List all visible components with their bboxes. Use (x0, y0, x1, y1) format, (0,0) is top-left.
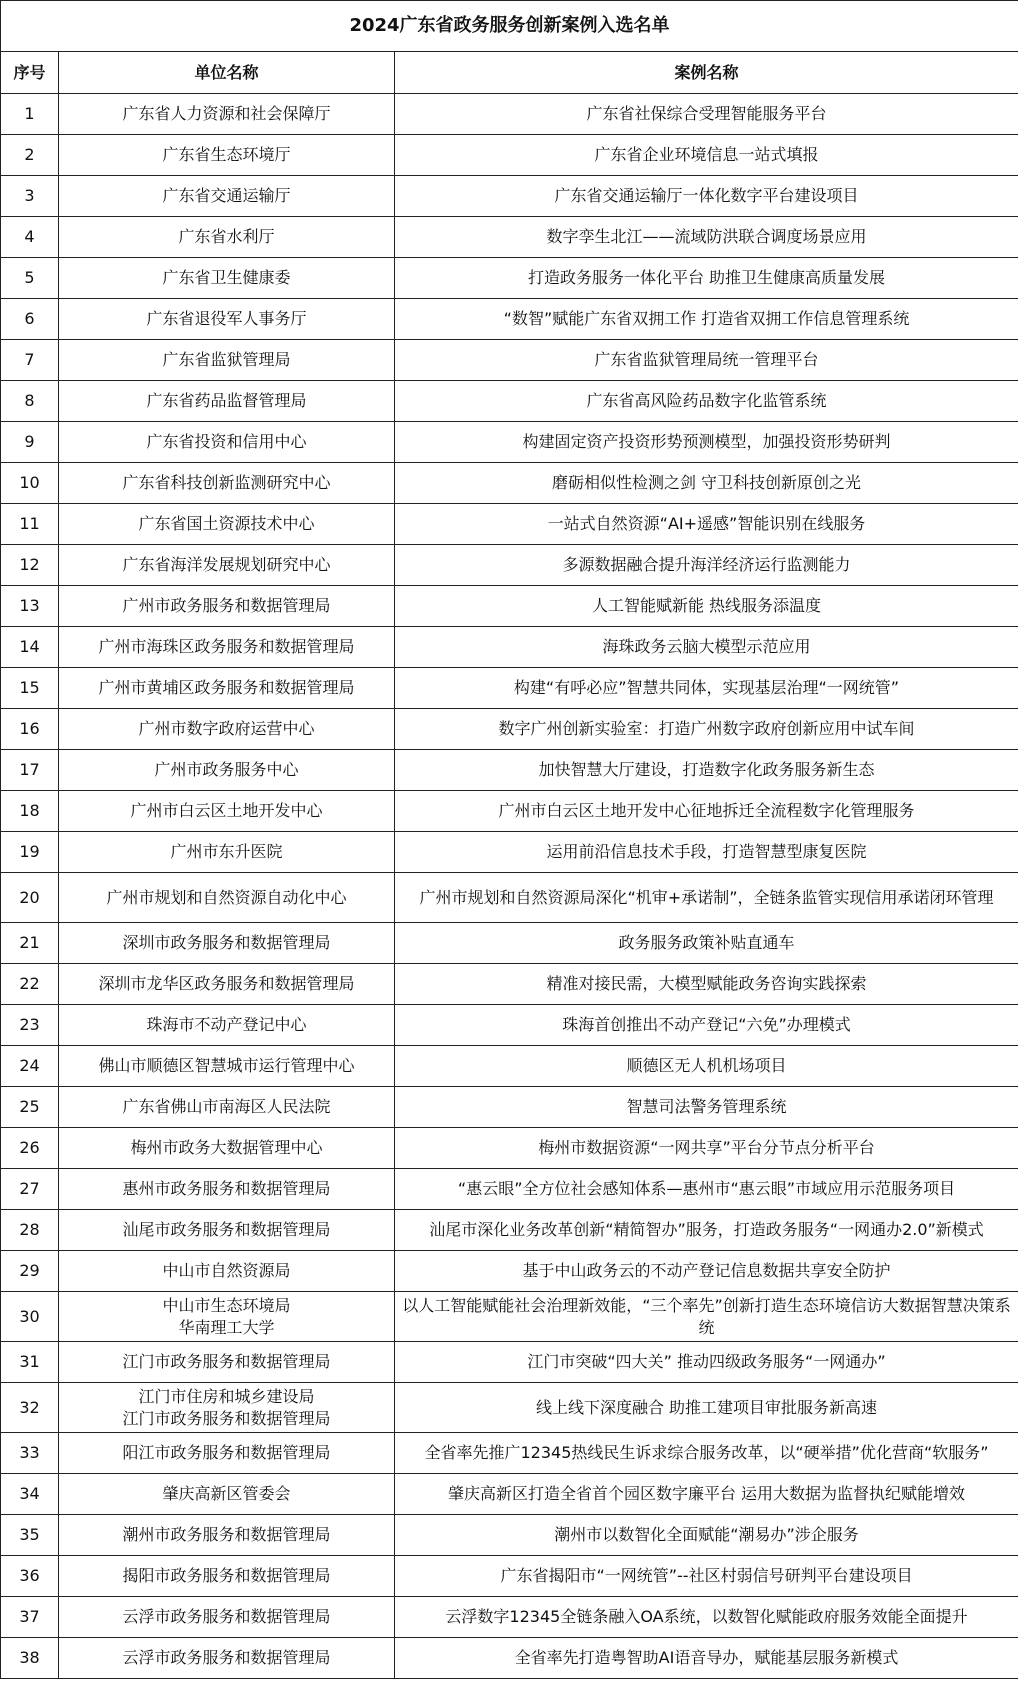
cell-no-text: 25 (19, 1097, 40, 1116)
table-row (1, 586, 1018, 627)
table-row (1, 94, 1018, 135)
cell-case (395, 1251, 1018, 1292)
cell-case (395, 1638, 1018, 1679)
table-row (1, 791, 1018, 832)
cell-unit-text: 广东省海洋发展规划研究中心 (122, 555, 331, 574)
cell-case-text: 顺德区无人机机场项目 (626, 1056, 787, 1075)
cell-case-text: 一站式自然资源“AI+遥感”智能识别在线服务 (547, 514, 866, 533)
cell-no-text: 6 (24, 309, 35, 328)
cell-case-text: 广州市规划和自然资源局深化“机审+承诺制”，全链条监管实现信用承诺闭环管理 (419, 887, 994, 907)
cell-unit-text: 梅州市政务大数据管理中心 (130, 1138, 323, 1157)
cell-case-text: 全省率先打造粤智助AI语音导办，赋能基层服务新模式 (514, 1648, 899, 1667)
cell-case (395, 1383, 1018, 1433)
table-row (1, 1210, 1018, 1251)
table-body (1, 94, 1018, 1679)
cell-no (1, 750, 59, 791)
cell-no-text: 15 (19, 678, 40, 697)
cell-unit-text: 惠州市政务服务和数据管理局 (122, 1179, 331, 1198)
cell-case (395, 586, 1018, 627)
table-row (1, 258, 1018, 299)
table-row (1, 750, 1018, 791)
cell-unit-text: 云浮市政务服务和数据管理局 (122, 1607, 331, 1626)
cell-unit-text: 潮州市政务服务和数据管理局 (122, 1525, 331, 1544)
cell-case (395, 1128, 1018, 1169)
cell-case-text: 多源数据融合提升海洋经济运行监测能力 (562, 555, 851, 574)
cell-unit (59, 258, 395, 299)
table-row (1, 217, 1018, 258)
table-row (1, 923, 1018, 964)
cell-case-text: 构建“有呼必应”智慧共同体，实现基层治理“一网统管” (513, 678, 900, 697)
cell-unit (59, 1087, 395, 1128)
table-row (1, 832, 1018, 873)
cell-unit-text: 中山市自然资源局 (162, 1261, 291, 1280)
cell-unit (59, 1638, 395, 1679)
cell-case-text: 运用前沿信息技术手段，打造智慧型康复医院 (546, 842, 867, 861)
cell-case (395, 627, 1018, 668)
cell-unit (59, 422, 395, 463)
cell-unit-text: 阳江市政务服务和数据管理局 (122, 1443, 331, 1462)
cell-case (395, 750, 1018, 791)
cell-unit-text: 广东省生态环境厅 (162, 145, 291, 164)
cell-no (1, 668, 59, 709)
cell-case-text: 基于中山政务云的不动产登记信息数据共享安全防护 (522, 1261, 891, 1280)
cell-unit (59, 1474, 395, 1515)
cell-unit (59, 627, 395, 668)
cell-case (395, 135, 1018, 176)
table-row (1, 463, 1018, 504)
table-row (1, 709, 1018, 750)
cell-unit (59, 1251, 395, 1292)
cell-unit-text: 广州市数字政府运营中心 (138, 719, 315, 738)
cell-unit (59, 586, 395, 627)
table-row (1, 135, 1018, 176)
cell-case-text: 政务服务政策补贴直通车 (618, 933, 795, 952)
cell-case (395, 94, 1018, 135)
cell-unit (59, 381, 395, 422)
cell-unit-text: 珠海市不动产登记中心 (146, 1015, 307, 1034)
table-row (1, 1433, 1018, 1474)
cell-no (1, 340, 59, 381)
cell-no-text: 17 (19, 760, 40, 779)
cell-case-text: 珠海首创推出不动产登记“六免”办理模式 (562, 1015, 851, 1034)
cell-unit (59, 135, 395, 176)
cell-case (395, 299, 1018, 340)
cell-no-text: 32 (19, 1397, 40, 1417)
cell-no-text: 14 (19, 637, 40, 656)
table-row (1, 1169, 1018, 1210)
cell-no (1, 217, 59, 258)
cell-case (395, 1210, 1018, 1251)
cell-unit (59, 668, 395, 709)
cell-case (395, 1515, 1018, 1556)
cell-no-text: 10 (19, 473, 40, 492)
cell-no (1, 1005, 59, 1046)
cell-unit-text: 广东省卫生健康委 (162, 268, 291, 287)
cell-unit-text: 广东省水利厅 (178, 227, 275, 246)
cell-case (395, 668, 1018, 709)
cell-no-text: 8 (24, 391, 35, 410)
cell-unit (59, 1128, 395, 1169)
cell-unit (59, 1597, 395, 1638)
table-row (1, 668, 1018, 709)
cell-unit-text: 江门市住房和城乡建设局 江门市政务服务和数据管理局 (122, 1386, 331, 1428)
cell-no (1, 923, 59, 964)
cell-case (395, 1005, 1018, 1046)
cell-no (1, 1210, 59, 1251)
cell-unit (59, 504, 395, 545)
cell-unit (59, 832, 395, 873)
cell-no-text: 9 (24, 432, 35, 451)
cell-unit-text: 广州市东升医院 (170, 842, 283, 861)
table-row (1, 176, 1018, 217)
cell-no (1, 94, 59, 135)
cell-case-text: 汕尾市深化业务改革创新“精简智办”服务，打造政务服务“一网通办2.0”新模式 (429, 1220, 984, 1239)
table-row (1, 1515, 1018, 1556)
cell-case-text: 磨砺相似性检测之剑 守卫科技创新原创之光 (551, 473, 862, 492)
table-row (1, 381, 1018, 422)
cell-unit (59, 1210, 395, 1251)
cell-unit-text: 广东省交通运输厅 (162, 186, 291, 205)
table-row (1, 873, 1018, 923)
table-row (1, 340, 1018, 381)
header-no: 序号 (1, 52, 59, 94)
cell-unit-text: 深圳市政务服务和数据管理局 (122, 933, 331, 952)
cell-no-text: 11 (19, 514, 40, 533)
cell-no (1, 627, 59, 668)
cell-no (1, 964, 59, 1005)
cell-unit-text: 江门市政务服务和数据管理局 (122, 1352, 331, 1371)
cell-no (1, 504, 59, 545)
cell-no (1, 1515, 59, 1556)
cell-no (1, 422, 59, 463)
cell-no (1, 1638, 59, 1679)
cell-unit (59, 1046, 395, 1087)
cell-case (395, 340, 1018, 381)
cell-no-text: 27 (19, 1179, 40, 1198)
cell-no-text: 5 (24, 268, 35, 287)
cell-no (1, 1292, 59, 1342)
cell-no-text: 13 (19, 596, 40, 615)
table-row (1, 1005, 1018, 1046)
cell-unit (59, 1292, 395, 1342)
cell-no-text: 30 (19, 1306, 40, 1326)
cell-unit-text: 广州市政务服务和数据管理局 (122, 596, 331, 615)
cell-no-text: 12 (19, 555, 40, 574)
cell-case-text: 肇庆高新区打造全省首个园区数字廉平台 运用大数据为监督执纪赋能增效 (447, 1484, 966, 1503)
cell-unit-text: 广东省监狱管理局 (162, 350, 291, 369)
cell-unit (59, 1556, 395, 1597)
cell-no (1, 463, 59, 504)
cell-no-text: 2 (24, 145, 35, 164)
cell-unit (59, 340, 395, 381)
cell-unit-text: 佛山市顺德区智慧城市运行管理中心 (98, 1056, 355, 1075)
cell-no (1, 832, 59, 873)
cell-case (395, 1433, 1018, 1474)
cell-no (1, 258, 59, 299)
cell-case-text: 以人工智能赋能社会治理新效能，“三个率先”创新打造生态环境信访大数据智慧决策系统 (402, 1295, 1011, 1337)
cell-unit-text: 广州市海珠区政务服务和数据管理局 (98, 637, 355, 656)
cell-case (395, 463, 1018, 504)
cell-case-text: 智慧司法警务管理系统 (626, 1097, 787, 1116)
cell-case-text: 广东省交通运输厅一体化数字平台建设项目 (554, 186, 859, 205)
cell-case-text: 数字广州创新实验室：打造广州数字政府创新应用中试车间 (498, 719, 915, 738)
cell-case-text: 江门市突破“四大关” 推动四级政务服务“一网通办” (527, 1352, 886, 1371)
cell-case-text: 数字孪生北江——流域防洪联合调度场景应用 (546, 227, 867, 246)
cell-no-text: 23 (19, 1015, 40, 1034)
cell-case-text: 线上线下深度融合 助推工建项目审批服务新高速 (535, 1397, 878, 1417)
table-title: 2024广东省政务服务创新案例入选名单 (1, 1, 1018, 52)
cell-no-text: 4 (24, 227, 35, 246)
cell-unit-text: 云浮市政务服务和数据管理局 (122, 1648, 331, 1667)
cell-case (395, 1342, 1018, 1383)
cell-case (395, 1597, 1018, 1638)
cell-no (1, 299, 59, 340)
cell-case (395, 832, 1018, 873)
cell-no (1, 1342, 59, 1383)
cell-unit (59, 1342, 395, 1383)
cell-unit (59, 217, 395, 258)
cell-case (395, 1046, 1018, 1087)
cell-no (1, 791, 59, 832)
cell-unit-text: 广东省投资和信用中心 (146, 432, 307, 451)
cell-no (1, 135, 59, 176)
table-row (1, 1383, 1018, 1433)
cell-no-text: 31 (19, 1352, 40, 1371)
cell-case (395, 791, 1018, 832)
table-row (1, 504, 1018, 545)
cell-no (1, 176, 59, 217)
table-row (1, 1046, 1018, 1087)
cell-no-text: 35 (19, 1525, 40, 1544)
cell-no (1, 1433, 59, 1474)
cell-case (395, 176, 1018, 217)
cell-unit (59, 791, 395, 832)
cell-unit-text: 深圳市龙华区政务服务和数据管理局 (98, 974, 355, 993)
cell-no-text: 26 (19, 1138, 40, 1157)
cell-case (395, 1474, 1018, 1515)
cell-no-text: 16 (19, 719, 40, 738)
cell-unit (59, 1515, 395, 1556)
cell-case (395, 381, 1018, 422)
table-row (1, 545, 1018, 586)
cell-case-text: 全省率先推广12345热线民生诉求综合服务改革，以“硬举措”优化营商“软服务” (424, 1443, 989, 1462)
cell-case-text: 广东省社保综合受理智能服务平台 (586, 104, 827, 123)
table-row (1, 1087, 1018, 1128)
cell-no-text: 36 (19, 1566, 40, 1585)
cell-case-text: 广东省揭阳市“一网统管”--社区村弱信号研判平台建设项目 (500, 1566, 913, 1585)
cell-case (395, 1292, 1018, 1342)
cell-unit (59, 873, 395, 923)
table-row (1, 1556, 1018, 1597)
cell-no (1, 1383, 59, 1433)
cell-case-text: 云浮数字12345全链条融入OA系统，以数智化赋能政府服务效能全面提升 (445, 1607, 968, 1626)
cell-no-text: 37 (19, 1607, 40, 1626)
cell-unit (59, 94, 395, 135)
cell-case-text: 精准对接民需，大模型赋能政务咨询实践探索 (546, 974, 867, 993)
cell-no-text: 28 (19, 1220, 40, 1239)
cell-no (1, 1128, 59, 1169)
cell-unit-text: 汕尾市政务服务和数据管理局 (122, 1220, 331, 1239)
cell-no (1, 1474, 59, 1515)
cell-no-text: 1 (24, 104, 35, 123)
cell-no-text: 22 (19, 974, 40, 993)
cell-case-text: 潮州市以数智化全面赋能“潮易办”涉企服务 (554, 1525, 859, 1544)
cell-unit-text: 广东省退役军人事务厅 (146, 309, 307, 328)
cell-case (395, 873, 1018, 923)
cell-no-text: 3 (24, 186, 35, 205)
cell-unit (59, 709, 395, 750)
table-row (1, 1128, 1018, 1169)
table-row (1, 627, 1018, 668)
cell-no (1, 1169, 59, 1210)
cell-case-text: 加快智慧大厅建设，打造数字化政务服务新生态 (538, 760, 875, 779)
cell-no (1, 586, 59, 627)
cell-case-text: 梅州市数据资源“一网共享”平台分节点分析平台 (538, 1138, 875, 1157)
cell-unit (59, 299, 395, 340)
table-row (1, 1474, 1018, 1515)
cell-no (1, 1087, 59, 1128)
cell-unit-text: 广东省人力资源和社会保障厅 (122, 104, 331, 123)
table-row (1, 1292, 1018, 1342)
table-row (1, 1342, 1018, 1383)
cell-case (395, 504, 1018, 545)
cell-case (395, 1087, 1018, 1128)
table-row (1, 1251, 1018, 1292)
cell-case-text: “惠云眼”全方位社会感知体系—惠州市“惠云眼”市域应用示范服务项目 (457, 1179, 956, 1198)
cell-case-text: 构建固定资产投资形势预测模型，加强投资形势研判 (522, 432, 891, 451)
cell-case-text: “数智”赋能广东省双拥工作 打造省双拥工作信息管理系统 (503, 309, 910, 328)
cell-no-text: 7 (24, 350, 35, 369)
cell-case (395, 964, 1018, 1005)
cell-unit (59, 923, 395, 964)
cell-no-text: 33 (19, 1443, 40, 1462)
cell-case (395, 258, 1018, 299)
cell-no-text: 20 (19, 887, 40, 907)
cell-case-text: 海珠政务云脑大模型示范应用 (602, 637, 811, 656)
cell-case (395, 545, 1018, 586)
cell-case-text: 广东省企业环境信息一站式填报 (594, 145, 819, 164)
cell-no-text: 24 (19, 1056, 40, 1075)
cell-no-text: 19 (19, 842, 40, 861)
cell-unit (59, 1433, 395, 1474)
cell-no-text: 38 (19, 1648, 40, 1667)
header-case: 案例名称 (395, 52, 1018, 94)
cell-no (1, 1597, 59, 1638)
cell-unit-text: 广东省药品监督管理局 (146, 391, 307, 410)
table-row (1, 1638, 1018, 1679)
cell-case-text: 广州市白云区土地开发中心征地拆迁全流程数字化管理服务 (498, 801, 915, 820)
cell-no (1, 1046, 59, 1087)
cell-unit (59, 545, 395, 586)
header-unit: 单位名称 (59, 52, 395, 94)
cell-no (1, 873, 59, 923)
cell-unit-text: 广东省科技创新监测研究中心 (122, 473, 331, 492)
cell-no (1, 1556, 59, 1597)
cell-unit-text: 广州市白云区土地开发中心 (130, 801, 323, 820)
cell-no-text: 29 (19, 1261, 40, 1280)
cell-unit (59, 964, 395, 1005)
cell-no-text: 21 (19, 933, 40, 952)
cell-unit (59, 1383, 395, 1433)
cell-unit-text: 广州市黄埔区政务服务和数据管理局 (98, 678, 355, 697)
header-row (1, 52, 1018, 94)
cell-unit-text: 广州市规划和自然资源自动化中心 (106, 887, 347, 907)
cell-no-text: 18 (19, 801, 40, 820)
cell-unit (59, 176, 395, 217)
cell-case (395, 1169, 1018, 1210)
cell-no (1, 381, 59, 422)
cell-case (395, 1556, 1018, 1597)
cell-unit-text: 肇庆高新区管委会 (162, 1484, 291, 1503)
cell-case (395, 217, 1018, 258)
cell-unit (59, 750, 395, 791)
cell-case-text: 人工智能赋新能 热线服务添温度 (591, 596, 822, 615)
cell-no-text: 34 (19, 1484, 40, 1503)
cell-unit-text: 揭阳市政务服务和数据管理局 (122, 1566, 331, 1585)
cell-case (395, 422, 1018, 463)
table-row (1, 422, 1018, 463)
cell-case (395, 923, 1018, 964)
cell-case (395, 709, 1018, 750)
cell-case-text: 广东省监狱管理局统一管理平台 (594, 350, 819, 369)
cell-case-text: 广东省高风险药品数字化监管系统 (586, 391, 827, 410)
table-row (1, 964, 1018, 1005)
cell-no (1, 545, 59, 586)
cell-no (1, 1251, 59, 1292)
cell-unit-text: 中山市生态环境局 华南理工大学 (162, 1295, 291, 1337)
cell-unit (59, 463, 395, 504)
cell-unit (59, 1005, 395, 1046)
cell-unit-text: 广州市政务服务中心 (154, 760, 299, 779)
cell-unit-text: 广东省国土资源技术中心 (138, 514, 315, 533)
cell-unit (59, 1169, 395, 1210)
cell-unit-text: 广东省佛山市南海区人民法院 (122, 1097, 331, 1116)
table-row (1, 299, 1018, 340)
table-row (1, 1597, 1018, 1638)
cell-case-text: 打造政务服务一体化平台 助推卫生健康高质量发展 (527, 268, 886, 287)
cell-no (1, 709, 59, 750)
